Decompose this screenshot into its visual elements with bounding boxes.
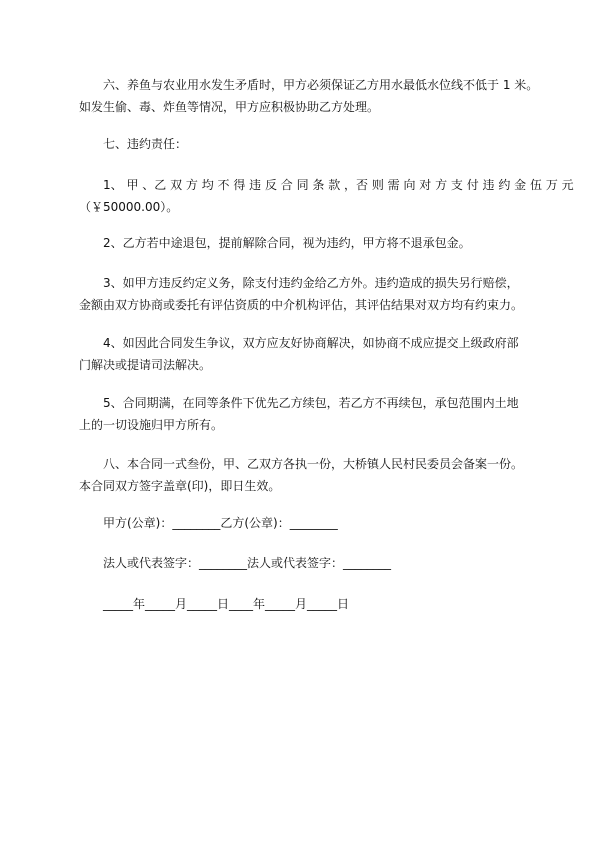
seal-signature-line xyxy=(79,512,539,534)
clause-seven-heading xyxy=(79,133,539,155)
liability-item-4 xyxy=(79,332,539,376)
liability-item-3 xyxy=(79,272,539,316)
liability-item-3-line-1: 3、如甲方违反约定义务，除支付违约金给乙方外。违约造成的损失另行赔偿， xyxy=(103,276,519,290)
clause-six-line-2: 如发生偷、毒、炸鱼等情况，甲方应积极协助乙方处理。 xyxy=(79,100,380,114)
liability-item-1-line-1: 1、 甲 、乙 双 方 均 不 得 违 反 合 同 条 款 ，否 则 需 向 对 方 支 付 违 约 金 伍 万 元 xyxy=(103,178,574,192)
clause-six-line-1: 六、养鱼与农业用水发生矛盾时，甲方必须保证乙方用水最低水位线不低于 1 米。 xyxy=(103,78,539,92)
liability-item-5 xyxy=(79,392,539,436)
liability-item-4-line-2: 门解决或提请司法解决。 xyxy=(79,358,212,372)
representative-line-text: 法人或代表签字：________法人或代表签字：________ xyxy=(103,556,392,570)
date-line xyxy=(79,593,539,615)
liability-item-2-text: 2、乙方若中途退包，提前解除合同，视为违约，甲方将不退承包金。 xyxy=(103,236,471,250)
clause-seven-heading-text: 七、违约责任： xyxy=(103,137,188,151)
date-line-text: _____年_____月_____日____年_____月_____日 xyxy=(103,597,350,611)
liability-item-5-line-2: 上的一切设施归甲方所有。 xyxy=(79,418,224,432)
liability-item-3-line-2: 金额由双方协商或委托有评估资质的中介机构评估，其评估结果对双方均有约束力。 xyxy=(79,298,524,312)
liability-item-1 xyxy=(79,174,574,218)
clause-eight-line-2: 本合同双方签字盖章(印)，即日生效。 xyxy=(79,479,281,493)
clause-eight xyxy=(79,453,539,497)
clause-six xyxy=(79,74,539,118)
clause-eight-line-1: 八、本合同一式叁份，甲、乙双方各执一份，大桥镇人民村民委员会备案一份。 xyxy=(103,457,524,471)
liability-item-5-line-1: 5、合同期满，在同等条件下优先乙方续包，若乙方不再续包，承包范围内土地 xyxy=(103,396,519,410)
liability-item-4-line-1: 4、如因此合同发生争议，双方应友好协商解决，如协商不成应提交上级政府部 xyxy=(103,336,519,350)
representative-signature-line xyxy=(79,552,539,574)
seal-line-text: 甲方(公章)：________乙方(公章)：________ xyxy=(103,516,338,530)
liability-item-1-line-2: （￥50000.00）。 xyxy=(79,200,179,214)
liability-item-2 xyxy=(79,232,539,254)
